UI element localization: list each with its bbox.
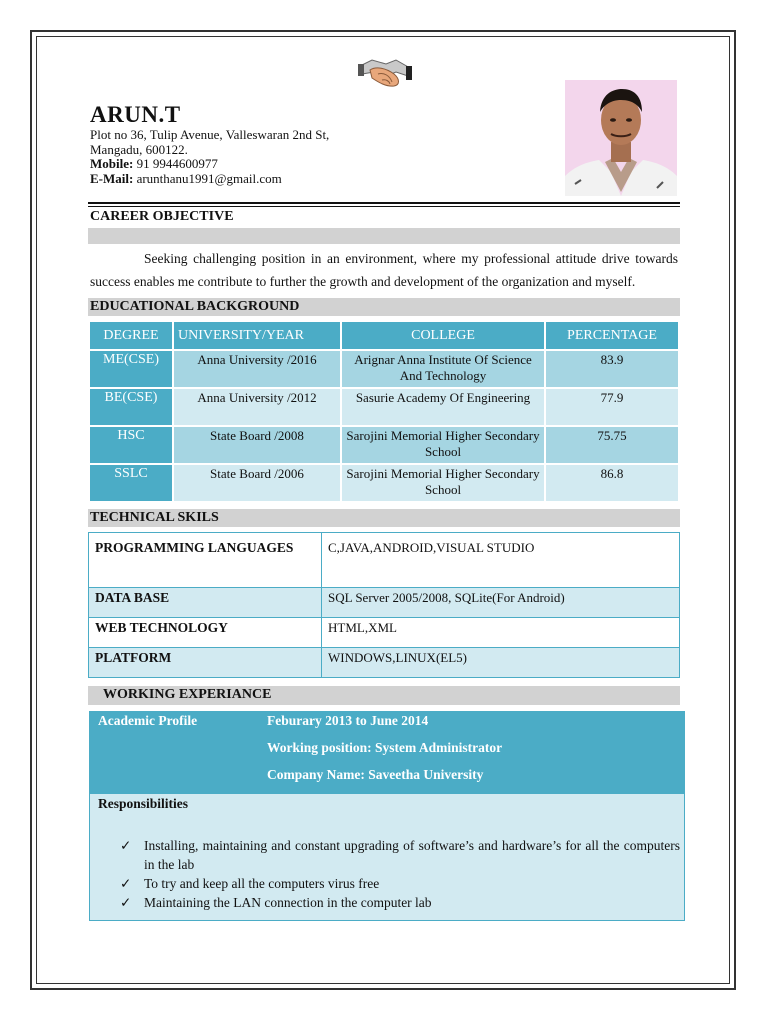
university-cell: Anna University /2012	[174, 389, 340, 425]
header-degree: DEGREE	[90, 322, 172, 349]
mobile-line	[90, 157, 329, 172]
contact-block	[90, 128, 329, 186]
career-objective-text	[90, 247, 678, 293]
university-cell: State Board /2008	[174, 427, 340, 463]
degree-cell: SSLC	[90, 465, 172, 501]
list-item	[120, 836, 680, 874]
work-period: Feburary 2013 to June 2014	[267, 713, 429, 728]
college-cell: Arignar Anna Institute Of Science And Technology	[342, 351, 544, 387]
technical-heading: TECHNICAL SKILS	[90, 510, 219, 525]
education-heading: EDUCATIONAL BACKGROUND	[90, 299, 300, 314]
percentage-cell: 77.9	[546, 389, 678, 425]
career-objective-heading: CAREER OBJECTIVE	[90, 209, 234, 224]
skill-category: WEB TECHNOLOGY	[89, 618, 322, 648]
skill-value: HTML,XML	[322, 618, 680, 648]
profile-label: Academic Profile	[98, 713, 198, 728]
checkmark-icon: ✓	[120, 895, 132, 910]
handshake-icon	[356, 52, 414, 94]
header-divider-thin	[88, 206, 680, 207]
checkmark-icon: ✓	[120, 838, 132, 853]
percentage-cell: 86.8	[546, 465, 678, 501]
skill-category: PLATFORM	[89, 648, 322, 678]
college-cell: Sarojini Memorial Higher Secondary School	[342, 427, 544, 463]
candidate-name: ARUN.T	[90, 102, 181, 127]
header-divider-thick	[88, 202, 680, 204]
career-objective-bar	[88, 228, 680, 244]
skill-value: C,JAVA,ANDROID,VISUAL STUDIO	[322, 533, 680, 588]
responsibility-text: Installing, maintaining and constant upgrading of software’s and hardware’s for all the computers in the lab	[144, 838, 680, 872]
table-row	[89, 588, 680, 618]
university-cell: Anna University /2016	[174, 351, 340, 387]
technical-skills-table	[88, 532, 680, 678]
responsibility-text: Maintaining the LAN connection in the computer lab	[144, 895, 432, 910]
checkmark-icon: ✓	[120, 876, 132, 891]
skill-category: PROGRAMMING LANGUAGES	[89, 533, 322, 588]
email-line	[90, 172, 329, 187]
work-heading: WORKING EXPERIANCE	[103, 687, 272, 702]
email-value[interactable]: arunthanu1991@gmail.com	[136, 170, 282, 186]
table-row	[90, 389, 678, 425]
table-row	[89, 648, 680, 678]
university-cell: State Board /2006	[174, 465, 340, 501]
table-row	[89, 533, 680, 588]
profile-photo	[565, 80, 677, 196]
education-header-row	[90, 322, 678, 349]
table-row	[90, 427, 678, 463]
address-line-2: Mangadu, 600122.	[90, 141, 188, 157]
degree-cell: HSC	[90, 427, 172, 463]
responsibility-text: To try and keep all the computers virus free	[144, 876, 380, 891]
education-table	[88, 320, 680, 503]
email-label: E-Mail:	[90, 170, 134, 186]
mobile-value: 91 9944600977	[136, 156, 218, 171]
percentage-cell: 83.9	[546, 351, 678, 387]
mobile-label: Mobile:	[90, 156, 134, 171]
responsibilities-heading: Responsibilities	[98, 796, 189, 811]
work-position: Working position: System Administrator	[267, 740, 503, 755]
skill-value: WINDOWS,LINUX(EL5)	[322, 648, 680, 678]
career-objective-body: Seeking challenging position in an environment, where my professional attitude drive towards success enables me contribute to further the growth and development of the organization and myself.	[90, 251, 678, 289]
header-college: COLLEGE	[342, 322, 544, 349]
header-university-year: UNIVERSITY/YEAR	[174, 322, 340, 349]
list-item	[120, 893, 680, 912]
table-row	[90, 351, 678, 387]
table-row	[90, 465, 678, 501]
work-summary-panel	[89, 711, 685, 793]
skill-category: DATA BASE	[89, 588, 322, 618]
percentage-cell: 75.75	[546, 427, 678, 463]
responsibilities-panel	[89, 793, 685, 921]
degree-cell: ME(CSE)	[90, 351, 172, 387]
table-row	[89, 618, 680, 648]
college-cell: Sasurie Academy Of Engineering	[342, 389, 544, 425]
work-company: Company Name: Saveetha University	[267, 767, 484, 782]
address-line-1: Plot no 36, Tulip Avenue, Valleswaran 2nd St,	[90, 127, 330, 142]
header-percentage: PERCENTAGE	[546, 322, 678, 349]
college-cell: Sarojini Memorial Higher Secondary School	[342, 465, 544, 501]
list-item	[120, 874, 680, 893]
degree-cell: BE(CSE)	[90, 389, 172, 425]
responsibilities-list	[120, 836, 680, 912]
skill-value: SQL Server 2005/2008, SQLite(For Android)	[322, 588, 680, 618]
